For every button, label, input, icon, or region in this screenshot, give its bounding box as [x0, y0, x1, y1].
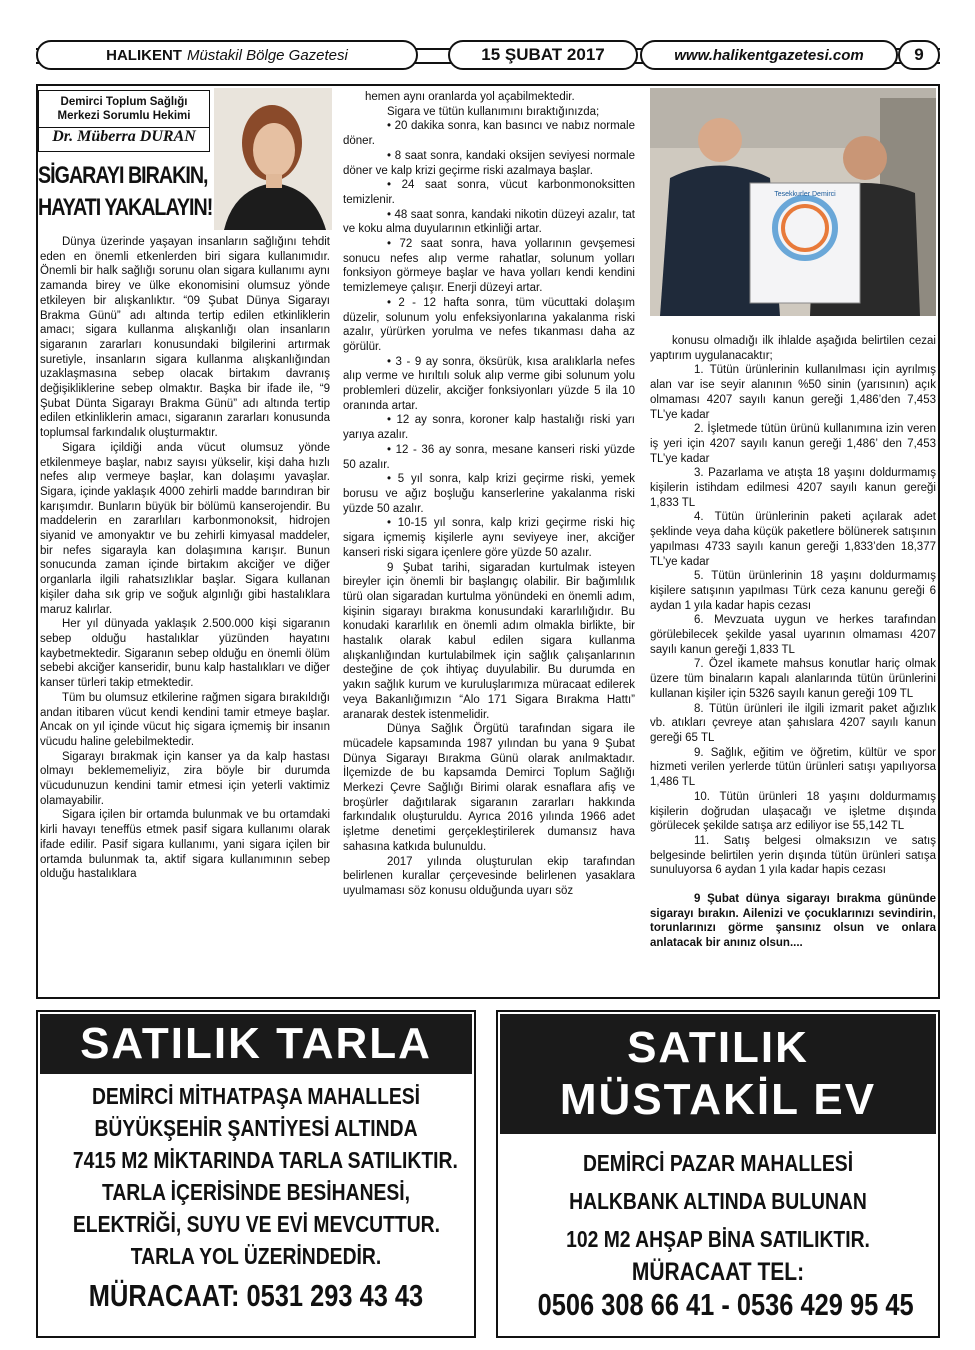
author-name: Dr. Müberra DURAN — [39, 127, 209, 146]
paragraph: Dünya üzerinde yaşayan insanların sağlığını tehdit eden en önemli etkenlerden biri sigara kullanımıdır. Önemli bir halk sağlığı sorunu olan sigara kullanımı aynı zamanda birey ve ülke ekonomisini olumsuz yönde etkileyen bir alışkanlıktır. “09 Şubat Dünya Sigarayı Brakma Günü” adı altında tertip edilen etkinliklerin amacı; sigara kullanma alışkanlığı olan insanların sigaranın zararları konusundaki bilgilerini artırmak suretiyle, insanların sigara kullanma alışkanlığından uzaklaşmasına sebep olacak birtakım davranış değişikliklerine sebep olmaktır. Başka bir ifade ile, “9 Şubat Dünta Sigarayı Brakma Günü” adı altında tertip edilen etkinliklerin amacı, sigaranın zararları konusunda toplumsal farkındalık oluşturmaktır. — [40, 236, 330, 440]
issue-date: 15 ŞUBAT 2017 — [448, 40, 638, 70]
penalty-item: 1. Tütün ürünlerinin kullanılması için ayrılmış alan var ise seyir alanının %50 sinin (yarısının) açık olmaması 4207 sayılı kanun gereği 1,486’den 7,453 TL’ye kadar — [650, 364, 936, 421]
ad-contact: MÜRACAAT: 0531 293 43 43 — [88, 1278, 424, 1313]
paragraph: Her yıl dünyada yaklaşık 2.500.000 kişi sigaranın sebep olduğu hastalıklar yüzünden hayatını kaybetmektedir. Sigaranın sebep olduğu en önemli ölüm sebebi akciğer kanseridir, bunu kalp hastalıkları ve diğer kanser türleri takip etmektedir. — [40, 618, 330, 690]
penalty-item: 7. Özel ikamete mahsus konutlar hariç olmak üzere tüm binaların kapalı alanlarında tütün ürünlerini kullanan kişiler için 5326 sayılı kanun gereği 109 TL — [650, 658, 936, 700]
bullet-item: • 5 yıl sonra, kalp krizi geçirme riski, yemek borusu ve ağız boşluğu kanserlerine yakalanma riski yüzde 50 azalır. — [343, 473, 635, 515]
penalty-item: 3. Pazarlama ve atışta 18 yaşını doldurmamış kişilerin istihdam edilmesi 4207 sayılı kanun gereği 1,833 TL — [650, 467, 936, 509]
bullet-item: • 10-15 yıl sonra, kalp krizi geçirme riski hiç sigara içmemiş kişilerle aynı seviyeye iner, akciğer kanseri riski sigara içenlere göre yüzde 50 azalır. — [343, 517, 635, 559]
website-link[interactable]: www.halikentgazetesi.com — [640, 40, 898, 70]
bullet-item: • 20 dakika sonra, kan basıncı ve nabız normale döner. — [343, 120, 635, 148]
ad-banner-line: MÜSTAKİL EV — [559, 1075, 877, 1124]
ad-banner — [500, 1014, 936, 1134]
ad-land-for-sale — [36, 1010, 476, 1338]
ad-banner-line: SATILIK — [627, 1023, 809, 1072]
bullet-item: • 3 - 9 ay sonra, öksürük, kısa aralıklarla nefes alıp verme ve hırıltılı soluk alıp verme gibi solunum yolu problemleri düzelir, akciğer fonksiyonları yüzde 5 ila 10 oranında artar. — [343, 355, 635, 412]
penalty-item: 11. Satış belgesi olmaksızın ve satış belgesinde belirtilen yerin dışında tütün ürünleri satışa sunuluyorsa 6 aydan 1 yıla kadar hapis cezası — [650, 834, 936, 877]
ad-contact: 0506 308 66 41 - 0536 429 95 45 — [537, 1287, 914, 1322]
headline-line: HAYATI YAKALAYIN! — [38, 194, 213, 221]
paragraph: Tüm bu olumsuz etkilerine rağmen sigara bırakıldığı andan itibaren vücut kendi kendini tamir etmeye başlar. Ancak on yıl içinde vücut hiç sigara içmemiş bir insanın vücudu haline gelebilmektedir. — [40, 691, 330, 748]
ad-banner: SATILIK TARLA — [40, 1014, 472, 1074]
author-portrait — [214, 88, 332, 230]
ad-line: BÜYÜKŞEHİR ŞANTİYESİ ALTINDA — [94, 1115, 418, 1141]
paper-tagline: Müstakil Bölge Gazetesi — [186, 46, 348, 64]
article-headline — [38, 160, 214, 224]
penalty-item: 8. Tütün ürünleri ile ilgili izmarit paket ağızlık vb. atıkları çevreye atan şahıslara 4207 sayılı kanun gereği 65 TL — [650, 702, 936, 744]
article-column-2 — [343, 90, 635, 899]
news-photo — [650, 88, 936, 316]
bullet-item: • 12 ay sonra, koroner kalp hastalığı riski yarı yarıya azalır. — [343, 414, 635, 442]
ad-text — [72, 1080, 458, 1272]
paragraph: hemen aynı oranlarda yol açabilmektedir. — [365, 91, 575, 103]
ad-line: DEMİRCİ MİTHATPAŞA MAHALLESİ — [91, 1083, 421, 1109]
penalty-item: 2. İşletmede tütün ürünü kullanımına izin veren iş yeri için 4207 sayılı kanun gereği 1,486’ den 7,453 TL’ye kadar — [650, 423, 936, 465]
poster-text: Tesekkurler Demirci — [774, 191, 836, 198]
penalty-item: 6. Mevzuata uygun ve herkes tarafından görülebilecek şekilde yasal uyarının olmaması 4207 sayılı kanun gereği 1,833 TL — [650, 614, 936, 656]
ad-line: DEMİRCİ PAZAR MAHALLESİ — [582, 1150, 854, 1176]
bullet-item: • 12 - 36 ay sonra, mesane kanseri riski yüzde 50 azalır. — [343, 443, 635, 471]
paragraph: Sigara içildiği anda vücut olumsuz yönde etkilenmeye başlar, nabız sayısı yükselir, kişi daha hızlı nefes alıp vermeye başlar, kan dolaşımı yavaşlar. Sigara, içinde yaklaşık 4000 zehirli madde barındıran bir karışımdır. Bunların büyük bir bölümü kanserojendir. Bu maddelerin en zararlıları karbonmonoksit, hidrojen siyanid ve amonyaktır ve bu zehirli kimyasal maddeler, bir nefes sigarayla kan dolaşımına karışır. Bunun sonucunda zaman içinde birtakım akciğer ve diğer organlarla ilgili rahatsızlıklar başlar. Sigara kullanan kişiler daha sık grip ve soğuk algınlığı gibi hastalıklara maruz kalırlar. — [40, 441, 330, 616]
ad-line: TARLA YOL ÜZERİNDEDİR. — [130, 1243, 382, 1269]
ad-line: ELEKTRİĞİ, SUYU VE EVİ MEVCUTTUR. — [72, 1211, 440, 1237]
penalty-item: 5. Tütün ürünlerinin 18 yaşını doldurmamış kişilere satışının yapılması Türk ceza kanunu gereği 6 aydan 1 yıla kadar hapis cezası — [650, 570, 936, 612]
author-title — [39, 91, 209, 123]
page-number: 9 — [898, 40, 940, 70]
article-column-3 — [650, 334, 936, 951]
ad-contact-label: MÜRACAAT TEL: — [631, 1258, 805, 1286]
ad-house-for-sale — [496, 1010, 940, 1338]
penalty-item: 4. Tütün ürünlerinin paketi açılarak adet şeklinde veya daha küçük paketlere bölünerek satışının yapılması 4733 sayılı kanun gereği 1,833’den 18,377 TL’ye kadar — [650, 511, 936, 568]
paragraph: Sigarayı bırakmak için kanser ya da kalp hastası olmayı beklememeliyiz, zira böyle bir durumda vücudunuzun kendini tamir etmesi için yeterli vaktimiz olamayabilir. — [40, 750, 330, 807]
paragraph: Sigara ve tütün kullanımını bıraktığınızda; — [387, 105, 600, 118]
page-header — [36, 40, 940, 74]
paragraph: konusu olmadığı ilk ihlalde aşağıda belirtilen cezai yaptırım uygulanacaktır; — [650, 335, 936, 362]
paragraph: 2017 yılında oluşturulan ekip tarafından belirlenen kurallar çerçevesinde belirlenen yasaklara uyulmaması söz konusu olduğunda uyarı söz — [343, 855, 635, 897]
article-column-1 — [40, 235, 330, 882]
bullet-item: • 2 - 12 hafta sonra, tüm vücuttaki dolaşım düzelir, solunum yolu enfeksiyonlarına yakalanma riski azalır, yürürken yorulma ve nefes tıkanması daha az görülür. — [343, 296, 635, 353]
author-box — [38, 90, 210, 152]
ad-line: 7415 M2 MİKTARINDA TARLA SATILIKTIR. — [72, 1147, 458, 1173]
bullet-item: • 48 saat sonra, kandaki nikotin düzeyi azalır, tat ve koku alma duyularının etkinliği artar. — [343, 208, 635, 236]
ad-line: HALKBANK ALTINDA BULUNAN — [569, 1188, 867, 1214]
paragraph: 9 Şubat tarihi, sigaradan kurtulmak isteyen bireyler için önemli bir başlangıç olabilir. Bir bağımlılık türü olan sigaradan kurtulma yönündeki en önemli adım, kişinin sigarayı bırakma konusundaki kararlılığıdır. Bu konudaki kararlılık en önemli adım olmakla birlikte, bir hastalık olarak kabul edilen sigara kullanma alışkanlığından kurtulabilmek için sağlık çalışanlarının desteğine de çok ihtiyaç duyulabilir. Bu durumda en yakın sağlık kurum ve kuruluşlarımıza müracaat edilerek veya Bakanlığımızın “Alo 171 Sigara Bırakma Hattı” aranarak destek istenmelidir. — [343, 561, 635, 721]
headline-line: SİGARAYI BIRAKIN, — [38, 162, 208, 189]
penalty-item: 10. Tütün ürünleri 18 yaşını doldurmamış kişilerin doğrudan ulaşacağı ve işletme dışında görülecek şekilde satışa arz ediliyor ise 55,142 TL — [650, 790, 936, 833]
bullet-item: • 24 saat sonra, vücut karbonmonoksitten temizlenir. — [343, 179, 635, 206]
author-title-line: Merkezi Sorumlu Hekimi — [57, 110, 191, 122]
closing-paragraph: 9 Şubat dünya sigarayı bırakma gününde sigarayı bırakın. Ailenizi ve çocuklarınızı sevindirin, torunlarınızı görme şansınız olsun ve onlara anlatacak bir anınız olsun.... — [650, 893, 936, 950]
paragraph: Sigara içilen bir ortamda bulunmak ve bu ortamdaki kirli havayı teneffüs etmek pasif sigara kullanımı olarak ifade edilir. Pasif sigara kullanımı, yani sigara içilen bir ortamda bulunmak ta, aktif sigara kullanımının sebep olduğu hastalıklara — [40, 809, 330, 881]
ad-line: 102 M2 AHŞAP BİNA SATILIKTIR. — [566, 1226, 870, 1252]
penalty-item: 9. Sağlık, eğitim ve öğretim, kültür ve spor hizmeti verilen yerlerde tütün ürünleri satışı yapılıyorsa 1,486 TL — [650, 746, 936, 789]
paper-name: HALIKENT — [106, 46, 182, 64]
ad-text — [533, 1144, 903, 1258]
ad-line: TARLA İÇERİSİNDE BESİHANESİ, — [101, 1179, 411, 1205]
paper-name-pill — [36, 40, 418, 70]
bullet-item: • 72 saat sonra, hava yollarının gevşemesi sonucu nefes alıp verme rahatlar, solunum yolları fonksiyon görmeye başlar ve hava yolları kendi kendini temizlemeye çalışır. Enerji düzeyi artar. — [343, 238, 635, 295]
paragraph: Dünya Sağlık Örgütü tarafından sigara ile mücadele kapsamında 1987 yılından bu yana 9 Şubat Dünya Sigarayı Bırakma Günü olarak anılmaktadır. İlçemizde de bu kapsamda Demirci Toplum Sağlığı Merkezi Çevre Sağlığı Birimi olarak esnaflara afiş ve broşürler dağıtılarak sigaranın zararları hakkında farkındalık oluşturuldu. Ayrıca 2016 yılında 1966 adet işletme denetimi gerçekleştirilerek dumansız hava sahasına katkıda bulunuldu. — [343, 723, 635, 853]
author-title-line: Demirci Toplum Sağlığı — [60, 96, 188, 108]
bullet-item: • 8 saat sonra, kandaki oksijen seviyesi normale döner ve kalp krizi geçirme riski azalmaya başlar. — [343, 149, 635, 177]
